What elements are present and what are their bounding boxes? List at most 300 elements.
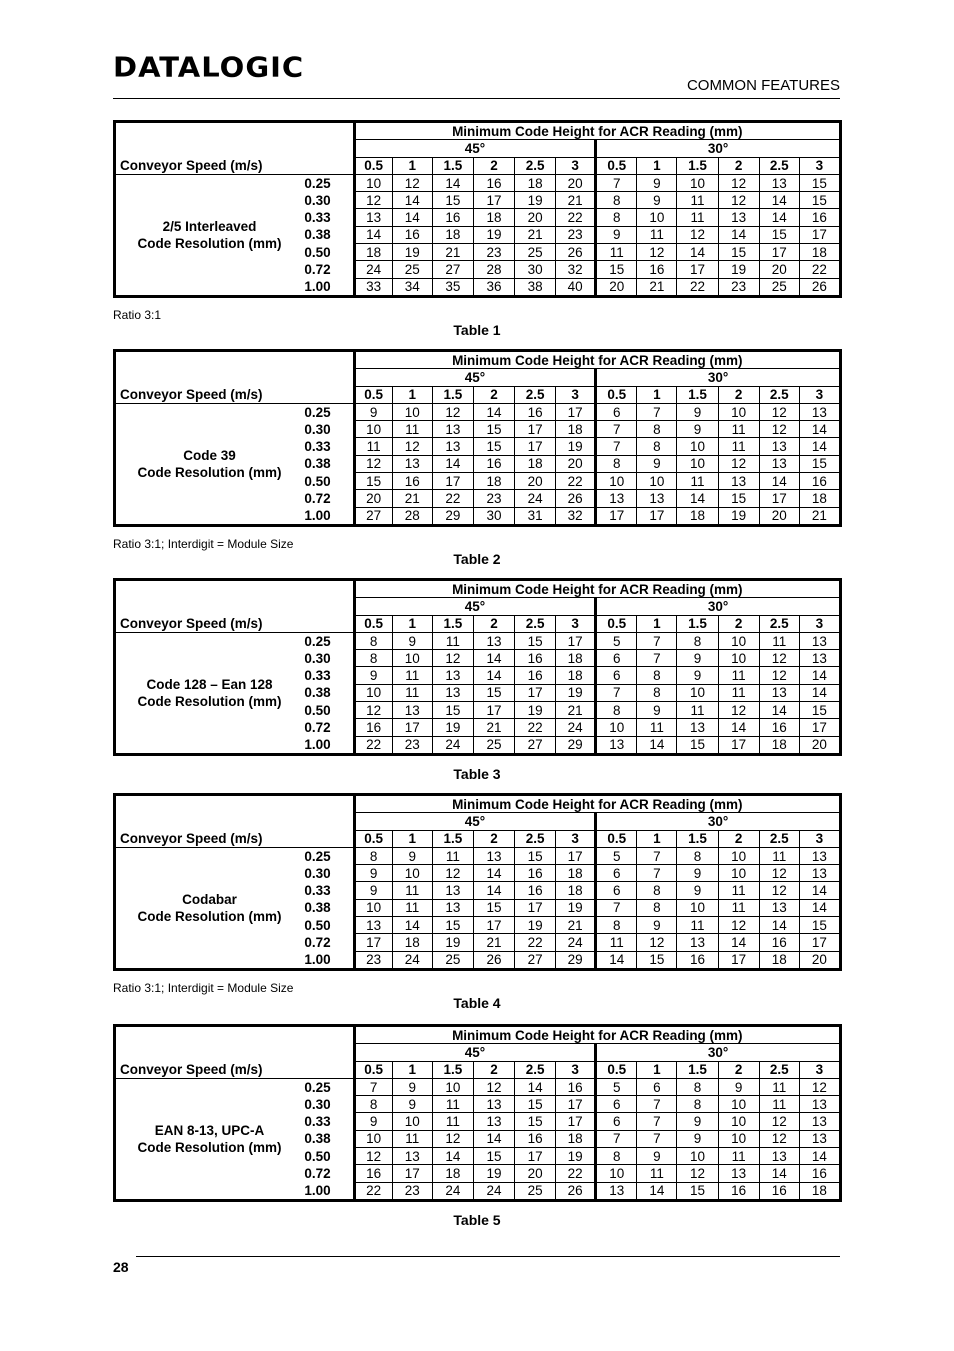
table-note: Ratio 3:1 [113,308,162,322]
speed-header: 1.5 [677,386,718,403]
height-value: 7 [637,1096,677,1113]
height-value: 15 [799,192,840,209]
section-title: COMMON FEATURES [686,77,840,94]
height-value: 17 [759,244,799,261]
height-value: 9 [392,847,432,864]
speed-header: 0.5 [596,830,637,847]
speed-header: 2 [718,386,759,403]
angle-45-header: 45° [354,1044,596,1061]
height-value: 9 [677,650,718,667]
height-value: 9 [354,882,392,899]
speed-header: 3 [799,830,840,847]
height-value: 8 [354,1096,392,1113]
height-value: 16 [799,1165,840,1182]
speed-header: 0.5 [354,386,392,403]
height-value: 10 [677,174,718,191]
code-name: 2/5 Interleaved [162,218,257,234]
height-value: 14 [596,951,637,969]
angle-45-header: 45° [354,140,596,157]
resolution-value: 1.00 [304,279,331,295]
height-value: 9 [354,865,392,882]
height-value: 13 [759,455,799,472]
height-value: 24 [432,1182,473,1200]
table-row [115,403,841,420]
height-value: 17 [556,632,596,649]
height-value: 15 [799,455,840,472]
height-value: 23 [354,951,392,969]
speed-header: 0.5 [596,157,637,174]
height-value: 14 [432,1148,473,1165]
conveyor-speed-label: Conveyor Speed (m/s) [115,1061,355,1078]
height-value: 13 [759,899,799,916]
height-value: 9 [637,917,677,934]
height-value: 19 [392,244,432,261]
height-value: 13 [596,736,637,754]
height-value: 15 [473,899,514,916]
height-value: 9 [354,667,392,684]
height-value: 18 [799,1182,840,1200]
height-value: 14 [354,226,392,243]
height-value: 13 [596,490,637,507]
height-value: 25 [515,1182,556,1200]
height-value: 14 [759,473,799,490]
height-value: 20 [556,455,596,472]
height-value: 9 [637,702,677,719]
height-value: 10 [354,174,392,191]
height-value: 18 [556,882,596,899]
height-value: 13 [799,1096,840,1113]
height-value: 19 [432,934,473,951]
height-value: 17 [392,719,432,736]
height-value: 23 [392,736,432,754]
height-value: 16 [677,951,718,969]
height-value: 21 [556,192,596,209]
height-value: 14 [799,684,840,701]
resolution-value: 0.30 [304,865,331,881]
height-value: 22 [432,490,473,507]
resolution-value: 1.00 [304,737,331,753]
height-value: 27 [354,507,392,525]
height-value: 9 [392,1078,432,1095]
speed-header: 0.5 [596,615,637,632]
speed-header: 1 [637,830,677,847]
height-value: 19 [473,1165,514,1182]
height-value: 10 [718,632,759,649]
speed-header: 1.5 [677,615,718,632]
height-value: 21 [473,934,514,951]
resolution-value: 0.50 [304,917,331,933]
speed-header: 1 [392,1061,432,1078]
height-value: 11 [718,1148,759,1165]
height-value: 25 [392,261,432,278]
height-value: 11 [718,684,759,701]
height-value: 12 [637,934,677,951]
height-value: 18 [759,951,799,969]
angle-30-header: 30° [596,1044,841,1061]
table-caption: Table 5 [453,1212,501,1228]
height-value: 19 [556,684,596,701]
height-value: 5 [596,1078,637,1095]
resolution-value: 0.72 [304,262,331,278]
table-caption: Table 1 [453,322,501,338]
speed-header: 3 [556,830,596,847]
resolution-value: 0.33 [304,210,331,226]
height-value: 17 [759,490,799,507]
height-value: 17 [677,261,718,278]
height-value: 12 [432,650,473,667]
height-value: 14 [677,244,718,261]
resolution-value: 1.00 [304,1183,331,1199]
height-value: 6 [596,403,637,420]
height-value: 10 [677,899,718,916]
height-value: 14 [718,719,759,736]
blank-corner [115,795,355,831]
height-value: 26 [799,278,840,296]
height-value: 18 [556,667,596,684]
height-value: 9 [677,882,718,899]
table-row [115,632,841,649]
height-value: 13 [473,1096,514,1113]
height-value: 16 [759,934,799,951]
height-value: 21 [556,917,596,934]
height-value: 26 [556,244,596,261]
height-value: 27 [515,736,556,754]
height-value: 12 [637,244,677,261]
speed-header: 2.5 [515,830,556,847]
height-value: 8 [637,899,677,916]
height-value: 19 [556,899,596,916]
height-value: 13 [799,847,840,864]
height-value: 15 [473,1148,514,1165]
conveyor-speed-label: Conveyor Speed (m/s) [115,830,355,847]
speed-header: 2 [473,830,514,847]
code-type-label [115,632,304,754]
height-value: 11 [677,192,718,209]
height-value: 14 [473,403,514,420]
code-type-label [115,174,304,296]
speed-header: 1 [637,615,677,632]
height-value: 13 [759,438,799,455]
code-type-label [115,1078,304,1200]
height-value: 17 [515,684,556,701]
height-value: 8 [596,455,637,472]
resolution-value: 0.38 [304,456,331,472]
height-value: 10 [392,865,432,882]
height-value: 11 [596,244,637,261]
code-resolution-label: Code Resolution (mm) [137,693,282,709]
height-value: 20 [799,736,840,754]
speed-header: 1.5 [677,1061,718,1078]
resolution-value: 0.25 [304,848,331,864]
conveyor-speed-label: Conveyor Speed (m/s) [115,386,355,403]
height-value: 17 [799,934,840,951]
height-value: 16 [515,650,556,667]
height-value: 8 [677,1096,718,1113]
height-value: 11 [432,632,473,649]
height-value: 14 [515,1078,556,1095]
height-value: 14 [799,438,840,455]
height-value: 16 [759,719,799,736]
height-value: 10 [596,473,637,490]
height-value: 15 [799,174,840,191]
height-value: 10 [718,865,759,882]
height-value: 13 [354,209,392,226]
height-value: 10 [392,650,432,667]
conveyor-speed-label: Conveyor Speed (m/s) [115,615,355,632]
code-resolution-label: Code Resolution (mm) [137,1139,282,1155]
height-value: 13 [432,438,473,455]
speed-header: 2.5 [759,830,799,847]
height-value: 13 [677,934,718,951]
height-value: 19 [718,261,759,278]
height-value: 18 [799,490,840,507]
height-value: 16 [392,226,432,243]
height-value: 10 [718,1130,759,1147]
code-table [113,793,842,971]
height-value: 35 [432,278,473,296]
height-value: 17 [718,951,759,969]
height-value: 26 [556,1182,596,1200]
height-value: 8 [596,702,637,719]
height-value: 13 [718,473,759,490]
height-value: 10 [677,1148,718,1165]
height-value: 16 [473,174,514,191]
code-table [113,120,842,298]
height-value: 16 [515,1130,556,1147]
height-value: 14 [392,917,432,934]
header-rule [113,98,840,99]
height-value: 25 [515,244,556,261]
height-value: 14 [799,899,840,916]
angle-30-header: 30° [596,598,841,615]
height-value: 8 [637,421,677,438]
height-value: 14 [759,702,799,719]
height-value: 8 [677,632,718,649]
code-table [113,1024,842,1202]
height-value: 11 [718,882,759,899]
speed-header: 1 [637,1061,677,1078]
height-value: 10 [677,455,718,472]
height-value: 12 [432,865,473,882]
height-value: 15 [677,736,718,754]
height-value: 14 [759,1165,799,1182]
height-value: 11 [718,667,759,684]
height-value: 22 [799,261,840,278]
height-value: 20 [556,174,596,191]
height-value: 18 [556,421,596,438]
height-value: 11 [677,702,718,719]
height-value: 9 [677,1113,718,1130]
height-value: 12 [718,917,759,934]
height-value: 17 [515,421,556,438]
height-value: 26 [556,490,596,507]
height-value: 15 [515,632,556,649]
height-value: 40 [556,278,596,296]
height-value: 8 [596,209,637,226]
height-value: 12 [759,650,799,667]
height-value: 13 [718,209,759,226]
height-value: 17 [473,917,514,934]
height-value: 9 [596,226,637,243]
height-value: 8 [637,684,677,701]
height-value: 12 [354,455,392,472]
height-value: 11 [759,632,799,649]
height-value: 14 [392,209,432,226]
height-value: 21 [799,507,840,525]
height-value: 16 [556,1078,596,1095]
height-value: 18 [556,865,596,882]
height-value: 16 [515,667,556,684]
height-value: 9 [637,1148,677,1165]
height-value: 11 [677,209,718,226]
height-value: 17 [637,507,677,525]
height-value: 11 [392,882,432,899]
angle-45-header: 45° [354,369,596,386]
height-value: 6 [596,650,637,667]
height-value: 16 [718,1182,759,1200]
height-value: 7 [596,899,637,916]
resolution-value: 0.25 [304,633,331,649]
height-value: 15 [432,917,473,934]
table-caption: Table 2 [453,551,501,567]
speed-header: 0.5 [354,157,392,174]
height-value: 10 [354,899,392,916]
height-value: 19 [515,702,556,719]
speed-header: 3 [556,386,596,403]
height-value: 11 [637,719,677,736]
height-value: 19 [515,192,556,209]
height-value: 5 [596,632,637,649]
height-value: 17 [354,934,392,951]
speed-header: 0.5 [596,386,637,403]
height-value: 8 [354,650,392,667]
speed-header: 1 [392,830,432,847]
height-value: 8 [354,632,392,649]
height-value: 13 [392,702,432,719]
speed-header: 2 [473,386,514,403]
height-value: 18 [799,244,840,261]
height-value: 13 [637,490,677,507]
resolution-value: 0.38 [304,685,331,701]
height-value: 8 [596,192,637,209]
height-value: 9 [392,632,432,649]
height-value: 14 [637,736,677,754]
height-value: 24 [354,261,392,278]
code-type-label [115,847,304,969]
height-value: 16 [515,865,556,882]
speed-header: 3 [556,1061,596,1078]
height-value: 16 [515,882,556,899]
speed-header: 3 [799,615,840,632]
height-value: 13 [799,865,840,882]
height-value: 14 [392,192,432,209]
height-value: 12 [432,1130,473,1147]
height-value: 10 [677,438,718,455]
blank-corner [115,351,355,387]
height-value: 32 [556,261,596,278]
height-value: 17 [515,899,556,916]
height-value: 7 [637,650,677,667]
resolution-value: 0.38 [304,900,331,916]
height-value: 9 [677,667,718,684]
height-value: 18 [432,1165,473,1182]
angle-45-header: 45° [354,813,596,830]
height-value: 11 [432,847,473,864]
height-value: 17 [799,226,840,243]
height-value: 17 [473,192,514,209]
height-value: 13 [759,174,799,191]
resolution-value: 0.30 [304,192,331,208]
table-title: Minimum Code Height for ACR Reading (mm) [354,1026,840,1044]
height-value: 20 [515,473,556,490]
code-resolution-label: Code Resolution (mm) [137,464,282,480]
height-value: 6 [596,667,637,684]
height-value: 17 [392,1165,432,1182]
table-note: Ratio 3:1; Interdigit = Module Size [113,981,294,995]
table-title: Minimum Code Height for ACR Reading (mm) [354,795,840,813]
height-value: 15 [515,1113,556,1130]
speed-header: 2.5 [515,615,556,632]
angle-30-header: 30° [596,140,841,157]
height-value: 10 [354,1130,392,1147]
page-number: 28 [113,1259,129,1275]
height-value: 18 [432,226,473,243]
height-value: 29 [556,951,596,969]
code-name: Code 128 – Ean 128 [146,676,273,692]
speed-header: 2 [718,1061,759,1078]
resolution-value: 0.33 [304,1114,331,1130]
height-value: 12 [759,1130,799,1147]
height-value: 17 [799,719,840,736]
height-value: 8 [637,438,677,455]
height-value: 13 [718,1165,759,1182]
height-value: 8 [677,847,718,864]
height-value: 12 [759,667,799,684]
resolution-value: 0.38 [304,1131,331,1147]
height-value: 11 [718,421,759,438]
resolution-value: 0.30 [304,1096,331,1112]
height-value: 20 [515,209,556,226]
speed-header: 3 [799,157,840,174]
acr-height-table [113,1024,842,1202]
height-value: 24 [473,1182,514,1200]
speed-header: 1.5 [432,830,473,847]
height-value: 16 [473,455,514,472]
height-value: 11 [392,421,432,438]
height-value: 14 [473,865,514,882]
height-value: 9 [677,403,718,420]
height-value: 15 [354,473,392,490]
height-value: 15 [473,421,514,438]
height-value: 16 [759,1182,799,1200]
height-value: 7 [637,403,677,420]
height-value: 19 [556,438,596,455]
resolution-value: 0.38 [304,227,331,243]
height-value: 18 [677,507,718,525]
speed-header: 1 [392,615,432,632]
height-value: 24 [556,719,596,736]
table-row [115,1078,841,1095]
table-caption: Table 4 [453,995,501,1011]
table-caption: Table 3 [453,766,501,782]
resolution-value: 0.33 [304,883,331,899]
resolution-value: 0.33 [304,439,331,455]
height-value: 10 [596,1165,637,1182]
speed-header: 2.5 [515,386,556,403]
height-value: 13 [432,899,473,916]
height-value: 20 [354,490,392,507]
height-value: 7 [596,421,637,438]
